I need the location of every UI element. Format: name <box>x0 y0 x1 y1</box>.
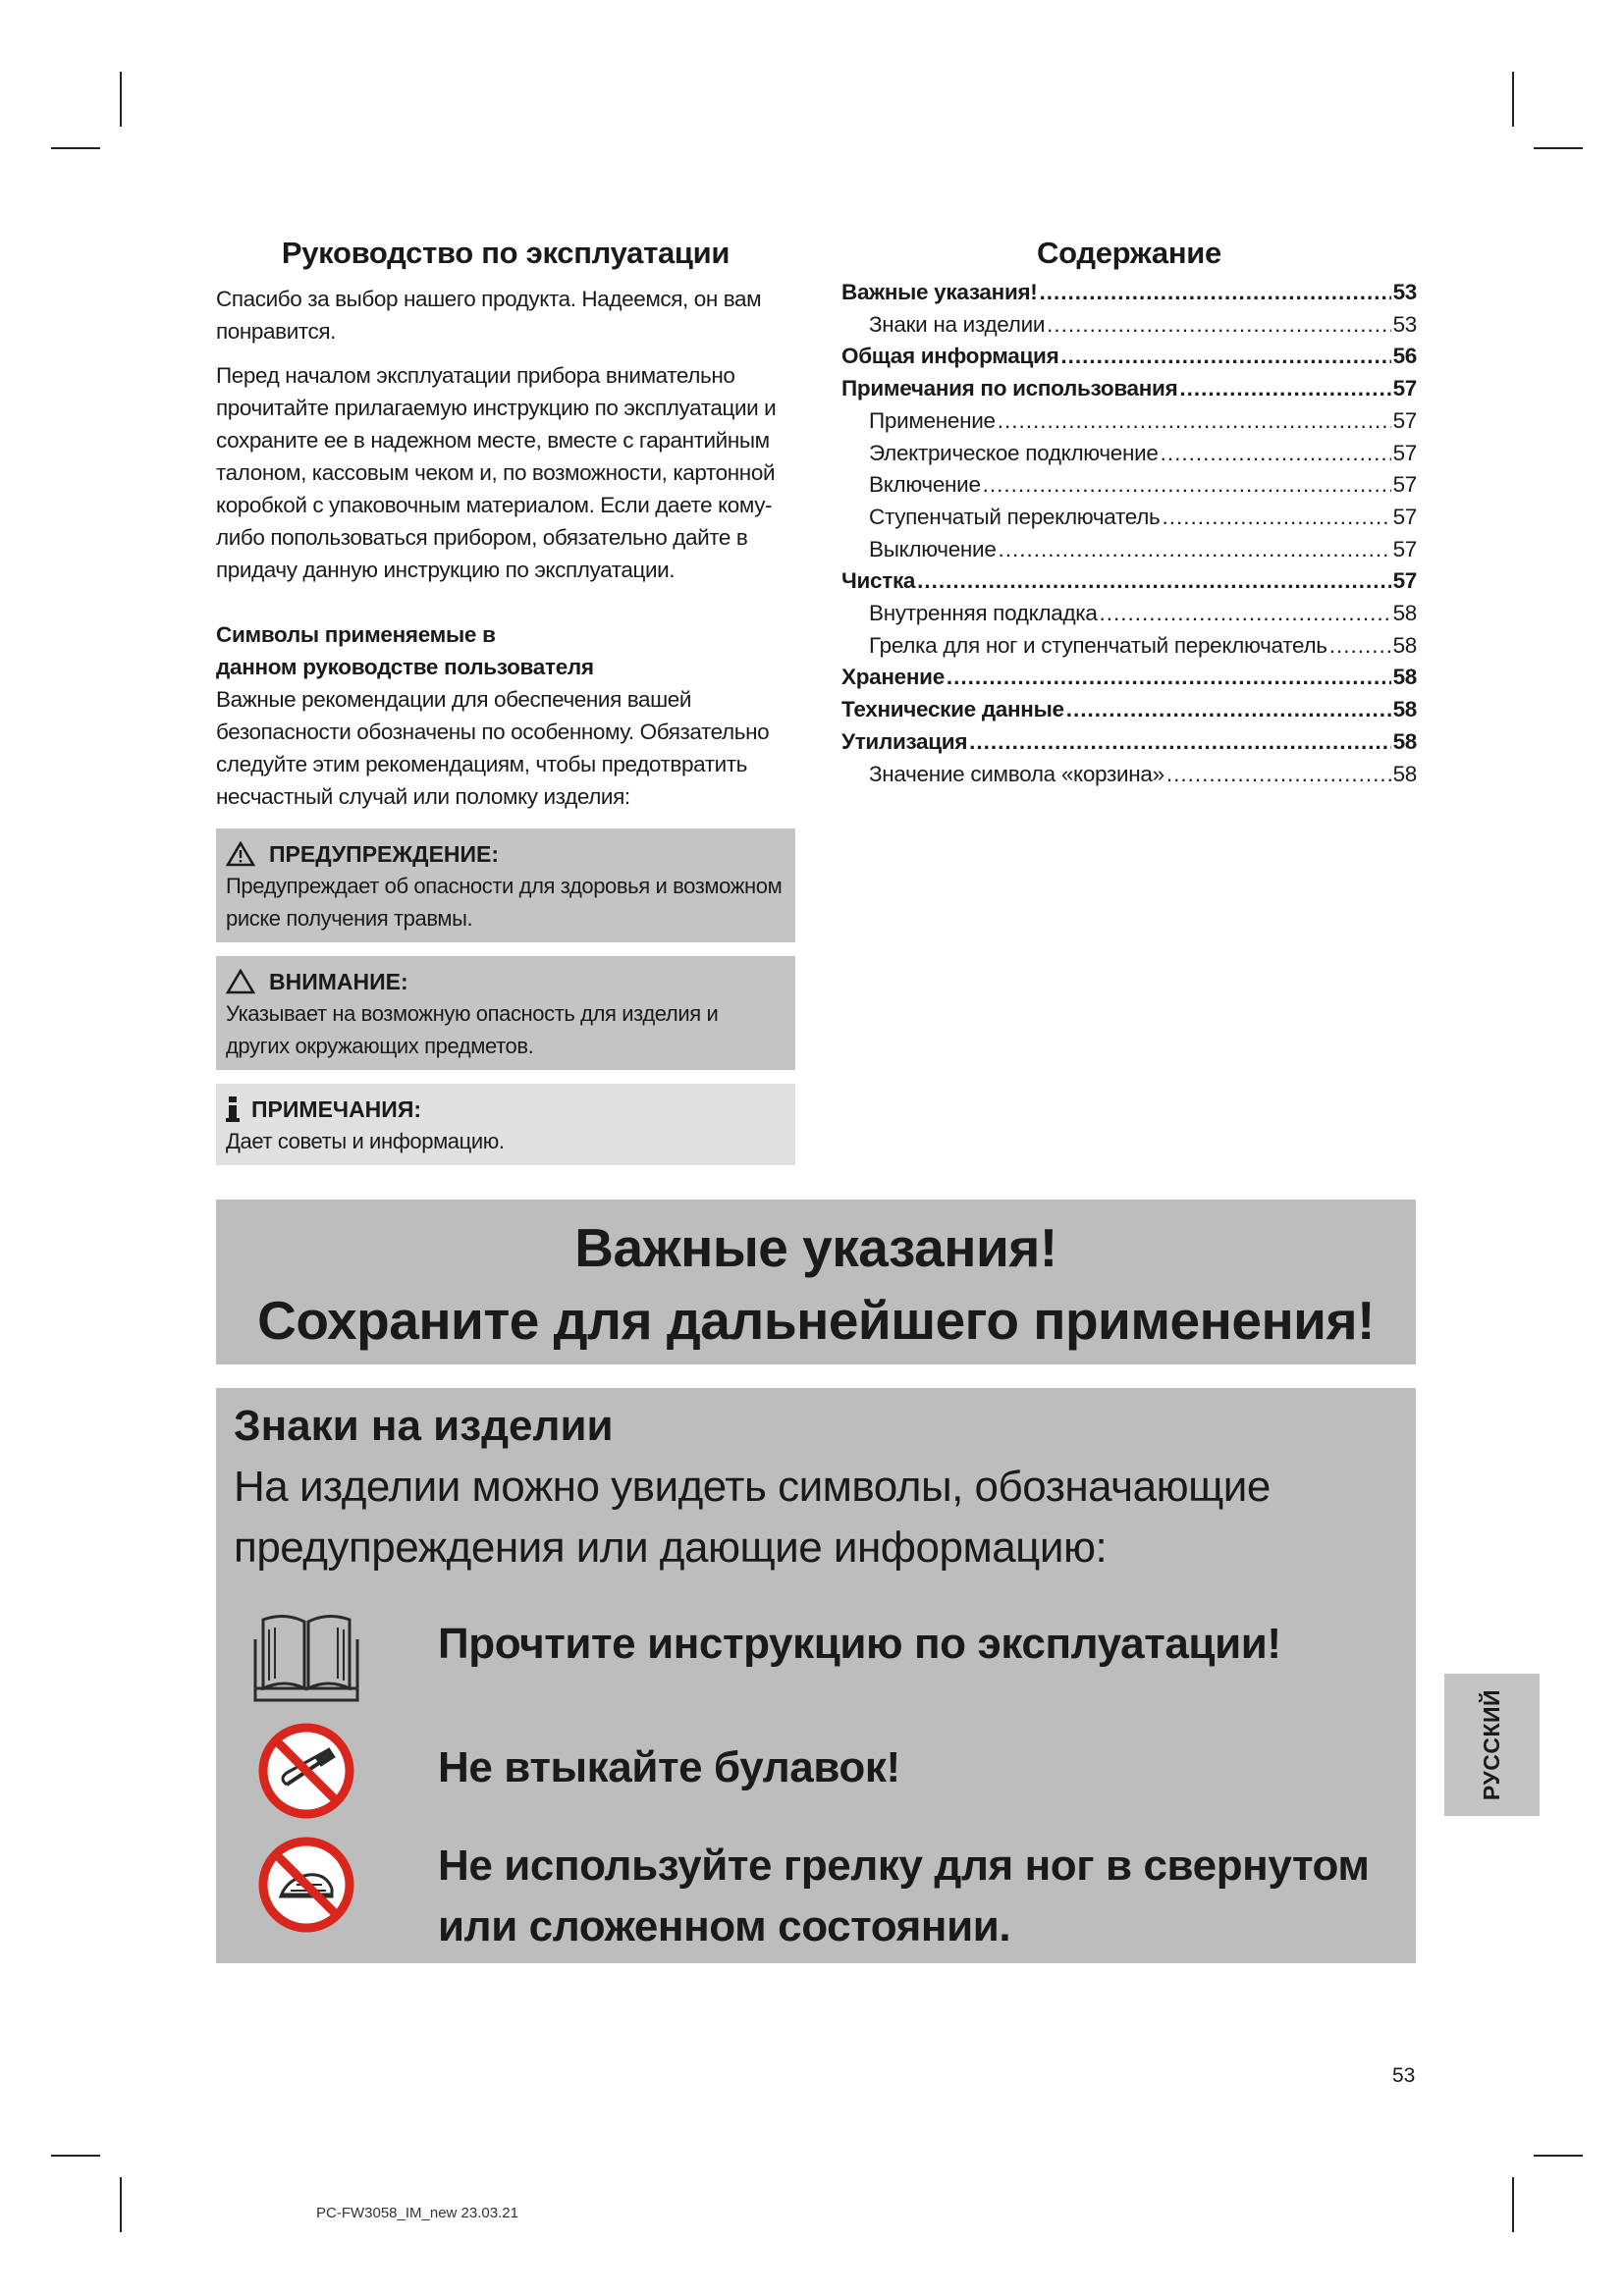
toc-entry-page: 58 <box>1392 697 1417 722</box>
toc-entry-page: 58 <box>1392 665 1417 690</box>
crop-mark <box>1512 2177 1514 2232</box>
crop-mark <box>1512 72 1514 127</box>
symbols-paragraph: Важные рекомендации для обеспечения вашей безопасности обозначены по особенному. Обязательно следуйте этим рекомендациям, чтобы предотвратить несчастный случай или поломку изделия: <box>216 687 770 809</box>
toc-leader-dots <box>969 726 1390 759</box>
important-banner <box>216 1200 1416 1364</box>
toc-entry-label: Применение <box>869 407 996 433</box>
print-footer: PC-FW3058_IM_new 23.03.21 <box>316 2205 518 2221</box>
toc-entry-page: 53 <box>1392 280 1417 304</box>
signs-intro: На изделии можно увидеть символы, обозначающие предупреждения или дающие информацию: <box>234 1463 1271 1572</box>
toc-entry-label: Внутренняя подкладка <box>869 601 1098 626</box>
toc-leader-dots <box>1040 277 1391 309</box>
toc-entry[interactable] <box>841 405 1417 438</box>
manual-title: Руководство по эксплуатации <box>281 236 731 270</box>
toc-entry-page: 57 <box>1392 472 1417 498</box>
toc-leader-dots <box>1100 598 1391 630</box>
toc-list <box>841 277 1417 790</box>
toc-entry[interactable] <box>841 534 1417 566</box>
info-icon <box>226 1096 240 1122</box>
toc-column <box>841 236 1417 790</box>
toc-entry-label: Важные указания! <box>841 280 1038 304</box>
toc-entry-page: 57 <box>1392 440 1417 465</box>
toc-entry-label: Знаки на изделии <box>869 311 1046 337</box>
toc-entry[interactable] <box>841 759 1417 791</box>
book-icon <box>251 1608 361 1706</box>
note-text: Дает советы и информацию. <box>226 1129 505 1153</box>
toc-entry[interactable] <box>841 341 1417 373</box>
warning-label: ПРЕДУПРЕЖДЕНИЕ: <box>269 841 500 867</box>
toc-entry-label: Электрическое подключение <box>869 440 1159 465</box>
toc-entry-page: 57 <box>1392 536 1417 561</box>
caution-triangle-icon <box>226 969 255 994</box>
toc-entry[interactable] <box>841 373 1417 405</box>
toc-leader-dots <box>947 662 1391 694</box>
toc-leader-dots <box>1060 341 1390 373</box>
crop-mark <box>1534 147 1583 149</box>
sign-text: Прочтите инструкцию по эксплуатации! <box>438 1620 1281 1668</box>
language-tab <box>1444 1674 1540 1816</box>
warning-box <box>216 828 795 942</box>
intro-column <box>216 236 795 1165</box>
toc-entry-page: 53 <box>1392 311 1417 337</box>
toc-entry-page: 58 <box>1392 761 1417 786</box>
toc-entry[interactable] <box>841 309 1417 342</box>
read-manual-paragraph: Перед началом эксплуатации прибора внимательно прочитайте прилагаемую инструкцию по эксплуатации и сохраните ее в надежном месте, вместе с гарантийным талоном, кассовым чеком и, по возможности, картонной коробкой с упаковочным материалом. Если даете кому-либо попользоваться прибором, обязательно дайте в придачу данную инструкцию по эксплуатации. <box>216 363 777 582</box>
caution-box <box>216 956 795 1070</box>
toc-entry-label: Общая информация <box>841 344 1059 369</box>
toc-entry-page: 58 <box>1392 728 1417 754</box>
toc-leader-dots <box>1179 373 1390 405</box>
toc-entry[interactable] <box>841 469 1417 502</box>
toc-entry-label: Чистка <box>841 568 916 594</box>
toc-entry-label: Включение <box>869 472 981 498</box>
sign-row <box>251 1722 900 1820</box>
sign-text: Не втыкайте булавок! <box>438 1743 900 1791</box>
toc-leader-dots <box>1161 438 1391 470</box>
toc-leader-dots <box>1066 694 1391 726</box>
toc-entry-label: Значение символа «корзина» <box>869 761 1164 786</box>
toc-entry-label: Выключение <box>869 536 997 561</box>
no-folding-icon <box>251 1836 361 1934</box>
crop-mark <box>1534 2155 1583 2157</box>
caution-label: ВНИМАНИЕ: <box>269 969 408 994</box>
toc-entry-label: Ступенчатый переключатель <box>869 504 1161 529</box>
toc-entry-label: Технические данные <box>841 697 1064 722</box>
page-number: 53 <box>1392 2064 1416 2087</box>
toc-leader-dots <box>1166 759 1391 791</box>
toc-entry-page: 57 <box>1392 407 1417 433</box>
toc-leader-dots <box>998 405 1391 438</box>
thanks-paragraph: Спасибо за выбор нашего продукта. Надеемся, он вам понравится. <box>216 287 762 344</box>
toc-entry-label: Утилизация <box>841 728 968 754</box>
toc-title: Содержание <box>1037 236 1221 270</box>
product-signs-section <box>216 1388 1416 1963</box>
banner-line-2: Сохраните для дальнейшего применения! <box>257 1290 1375 1351</box>
toc-leader-dots <box>1329 630 1391 663</box>
toc-entry-page: 57 <box>1392 376 1417 401</box>
signs-title: Знаки на изделии <box>234 1402 614 1450</box>
crop-mark <box>120 2177 122 2232</box>
toc-entry-page: 56 <box>1392 344 1417 369</box>
sign-row <box>251 1836 1420 1957</box>
caution-text: Указывает на возможную опасность для изделия и других окружающих предметов. <box>226 1001 719 1058</box>
toc-entry-page: 57 <box>1392 504 1417 529</box>
toc-entry[interactable] <box>841 565 1417 598</box>
sign-row <box>251 1608 1281 1706</box>
toc-entry[interactable] <box>841 438 1417 470</box>
toc-entry[interactable] <box>841 277 1417 309</box>
toc-entry-page: 58 <box>1392 632 1417 658</box>
crop-mark <box>120 72 122 127</box>
crop-mark <box>51 147 100 149</box>
toc-leader-dots <box>1162 502 1390 534</box>
warning-triangle-icon <box>226 841 255 867</box>
crop-mark <box>51 2155 100 2157</box>
sign-text: Не используйте грелку для ног в свернутом или сложенном состоянии. <box>438 1842 1370 1950</box>
no-pins-icon <box>251 1722 361 1820</box>
banner-line-1: Важные указания! <box>574 1217 1057 1278</box>
toc-entry[interactable] <box>841 694 1417 726</box>
toc-entry-page: 58 <box>1392 601 1417 626</box>
toc-entry[interactable] <box>841 630 1417 663</box>
symbols-heading: Символы применяемые в данном руководстве пользователя <box>216 622 594 679</box>
note-box <box>216 1084 795 1165</box>
toc-entry-page: 57 <box>1392 568 1417 594</box>
toc-entry-label: Хранение <box>841 665 945 690</box>
toc-leader-dots <box>983 469 1391 502</box>
toc-entry[interactable] <box>841 726 1417 759</box>
language-label: РУССКИЙ <box>1479 1688 1505 1801</box>
toc-entry[interactable] <box>841 598 1417 630</box>
toc-leader-dots <box>917 565 1390 598</box>
toc-leader-dots <box>1047 309 1390 342</box>
toc-entry[interactable] <box>841 662 1417 694</box>
toc-entry-label: Примечания по использования <box>841 376 1178 401</box>
note-label: ПРИМЕЧАНИЯ: <box>251 1096 422 1122</box>
toc-entry[interactable] <box>841 502 1417 534</box>
toc-entry-label: Грелка для ног и ступенчатый переключатель <box>869 632 1327 658</box>
warning-text: Предупреждает об опасности для здоровья и возможном риске получения травмы. <box>226 874 783 931</box>
toc-leader-dots <box>999 534 1391 566</box>
